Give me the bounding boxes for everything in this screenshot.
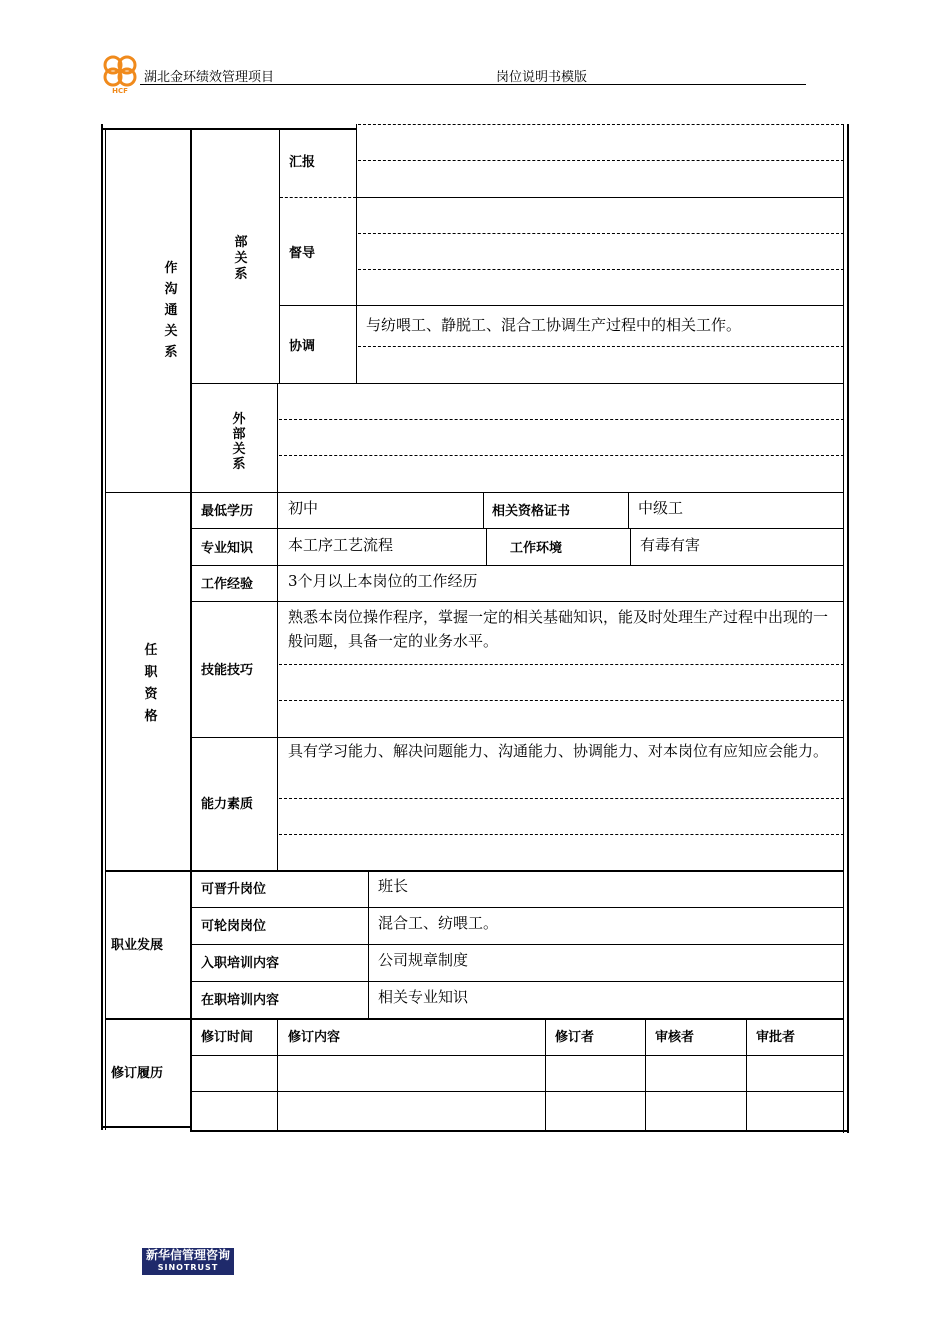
revision-header-reviser: 修订者 [555, 1030, 595, 1045]
section-revision-label: 修订履历 [111, 1066, 164, 1081]
knowledge-label: 专业知识 [201, 541, 254, 556]
ability-value: 具有学习能力、解决问题能力、沟通能力、协调能力、对本岗位有应知应会能力。 [288, 742, 829, 760]
section-communication-label: 作 沟 通 关 系 [164, 261, 178, 360]
onjob-training-value: 相关专业知识 [378, 988, 469, 1006]
revision-header-time: 修订时间 [201, 1030, 254, 1045]
knowledge-value: 本工序工艺流程 [288, 536, 394, 554]
coordinate-label: 协调 [289, 339, 316, 354]
certificate-label: 相关资格证书 [492, 504, 571, 519]
section-qualifications-label: 任 职 资 格 [144, 643, 158, 724]
external-relations-label: 外 部 关 系 [232, 412, 246, 472]
entry-training-label: 入职培训内容 [201, 956, 280, 971]
revision-header-content: 修订内容 [288, 1030, 341, 1045]
rotation-value: 混合工、纺喂工。 [378, 914, 499, 932]
entry-training-value: 公司规章制度 [378, 951, 469, 969]
environment-value: 有毒有害 [640, 536, 701, 554]
footer-logo [142, 1248, 234, 1275]
section-career-label: 职业发展 [111, 938, 164, 953]
footer-brand-cn: 新华信管理咨询 [145, 1248, 230, 1262]
onjob-training-label: 在职培训内容 [201, 993, 280, 1008]
experience-value: 3个月以上本岗位的工作经历 [288, 572, 478, 590]
promotion-label: 可晋升岗位 [201, 882, 267, 897]
header-rule [140, 84, 806, 85]
header-doc-title: 岗位说明书模版 [496, 70, 588, 85]
certificate-value: 中级工 [638, 499, 684, 517]
skills-label: 技能技巧 [201, 663, 254, 678]
header-company-project: 湖北金环绩效管理项目 [144, 70, 275, 85]
supervise-label: 督导 [289, 246, 316, 261]
rotation-label: 可轮岗岗位 [201, 919, 267, 934]
skills-value: 熟悉本岗位操作程序，掌握一定的相关基础知识，能及时处理生产过程中出现的一般问题，具备一定的业务水平。 [288, 608, 829, 650]
education-value: 初中 [288, 499, 319, 517]
internal-relations-label: 部 关 系 [234, 235, 248, 282]
experience-label: 工作经验 [201, 577, 254, 592]
ability-label: 能力素质 [201, 797, 254, 812]
promotion-value: 班长 [378, 877, 409, 895]
svg-text:HCF: HCF [112, 87, 128, 95]
coordinate-text: 与纺喂工、静脱工、混合工协调生产过程中的相关工作。 [366, 316, 742, 334]
revision-header-approver: 审批者 [756, 1030, 796, 1045]
revision-header-reviewer: 审核者 [655, 1030, 695, 1045]
company-logo [101, 55, 139, 95]
education-label: 最低学历 [201, 504, 254, 519]
environment-label: 工作环境 [510, 541, 563, 556]
report-label: 汇报 [289, 155, 316, 170]
footer-brand-en: SINOTRUST [157, 1263, 219, 1272]
